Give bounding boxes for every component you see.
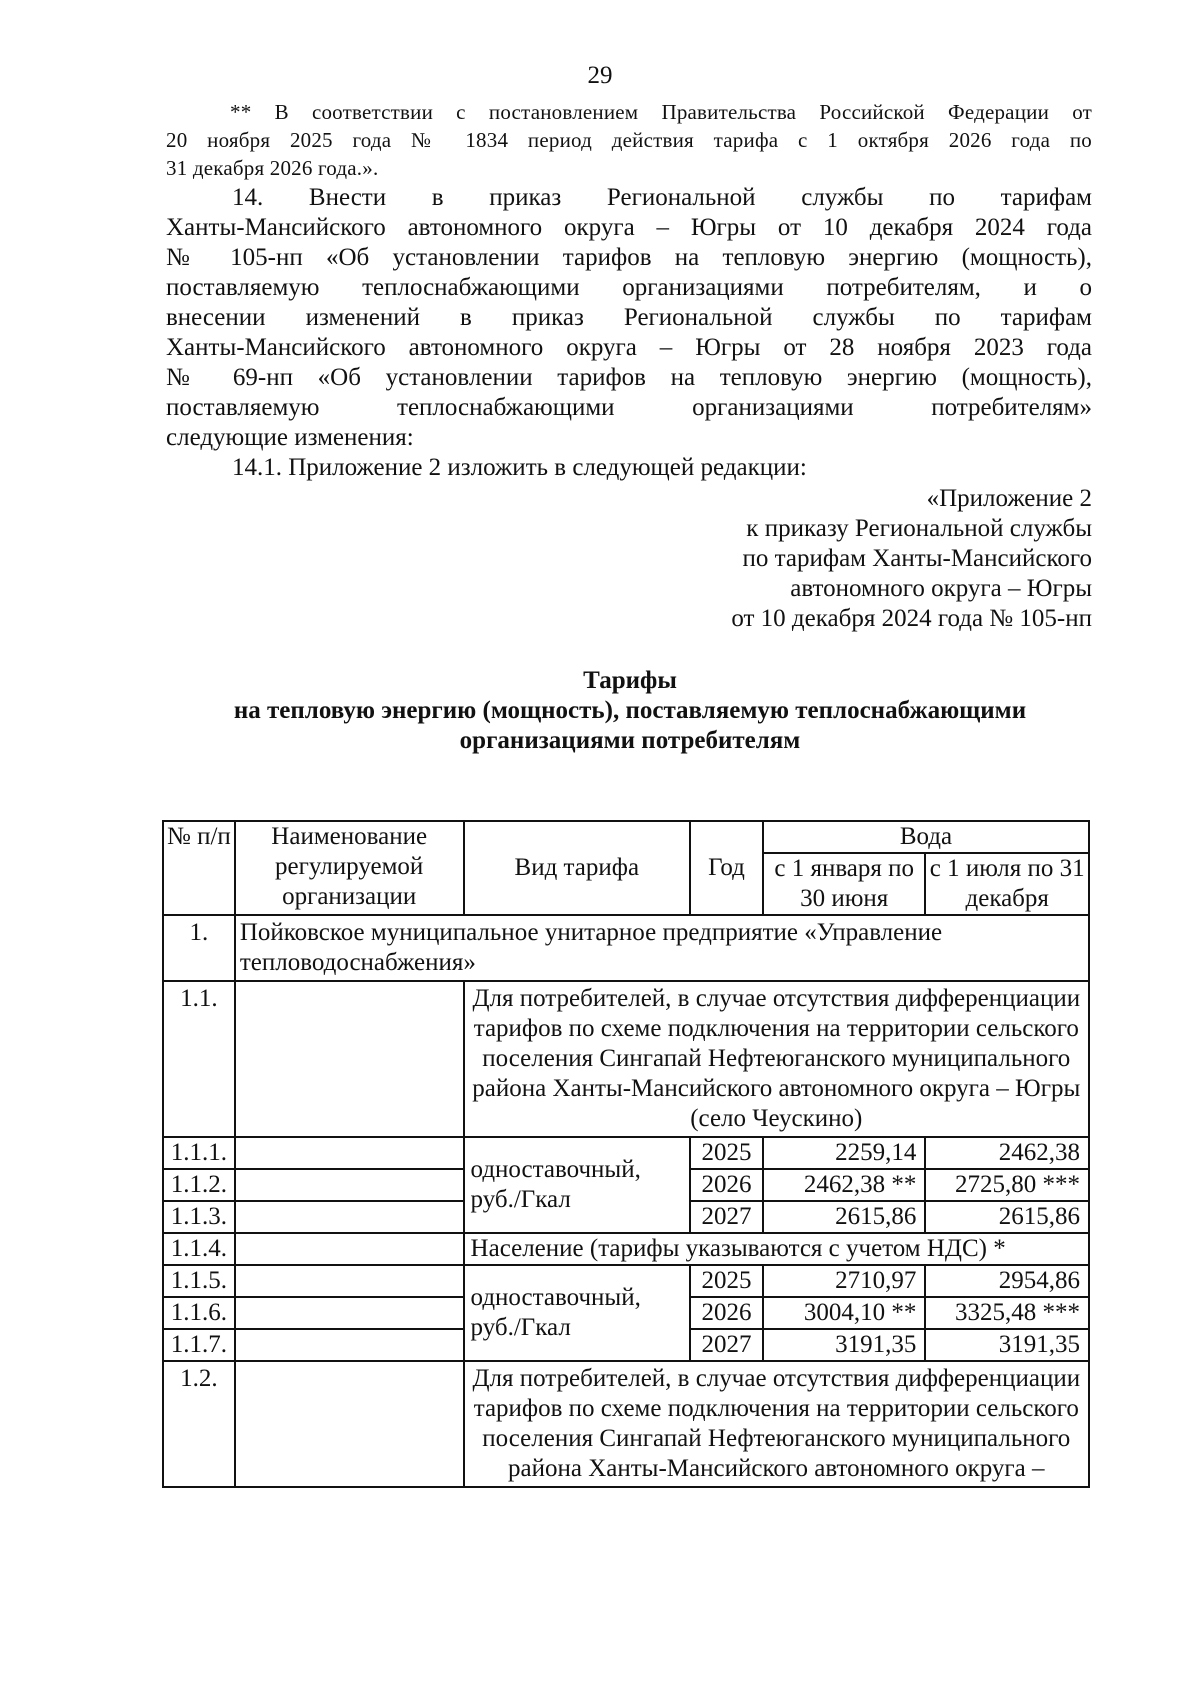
row-number: 1.1.4.: [163, 1233, 235, 1265]
paragraph-14-line: 14. Внести в приказ Региональной службы по тарифам: [232, 184, 1092, 211]
row-number: 1.1.7.: [163, 1329, 235, 1361]
organization-name: Пойковское муниципальное унитарное предприятие «Управление тепловодоснабжения»: [235, 915, 1089, 981]
empty-cell: [235, 1265, 464, 1297]
row-number: 1.1.5.: [163, 1265, 235, 1297]
header-year: Год: [690, 821, 763, 915]
table-row: [163, 1361, 1089, 1487]
empty-cell: [235, 1361, 464, 1487]
value-period-1: 2259,14: [763, 1137, 925, 1169]
paragraph-14-line: Ханты-Мансийского автономного округа – Югры от 10 декабря 2024 года: [166, 214, 1092, 241]
table-title-subtitle: на тепловую энергию (мощность), поставляемую теплоснабжающими: [233, 697, 1027, 724]
footnote-line: ** В соответствии с постановлением Правительства Российской Федерации от: [230, 100, 1092, 124]
paragraph-14-line: поставляемую теплоснабжающими организациями потребителям»: [166, 394, 1092, 421]
page-number: 29: [587, 62, 613, 89]
header-number: № п/п: [163, 821, 235, 915]
empty-cell: [235, 1201, 464, 1233]
paragraph-14-line: Ханты-Мансийского автономного округа – Югры от 28 ноября 2023 года: [166, 334, 1092, 361]
row-number: 1.1.2.: [163, 1169, 235, 1201]
year-cell: 2027: [690, 1329, 763, 1361]
year-cell: 2025: [690, 1265, 763, 1297]
header-tariff-type: Вид тарифа: [464, 821, 691, 915]
year-cell: 2025: [690, 1137, 763, 1169]
paragraph-14-1: 14.1. Приложение 2 изложить в следующей редакции:: [232, 454, 807, 481]
row-number: 1.1.1.: [163, 1137, 235, 1169]
table-row: [163, 1233, 1089, 1265]
table-header-row: [163, 821, 1089, 853]
year-cell: 2026: [690, 1169, 763, 1201]
paragraph-14-line: № 69-нп «Об установлении тарифов на тепловую энергию (мощность),: [166, 364, 1092, 391]
paragraph-14-line: № 105-нп «Об установлении тарифов на тепловую энергию (мощность),: [166, 244, 1092, 271]
appendix-header-line: по тарифам Ханты-Мансийского: [742, 545, 1092, 572]
value-period-2: 2462,38: [925, 1137, 1089, 1169]
paragraph-14-line: следующие изменения:: [166, 424, 414, 451]
table-row: [163, 915, 1089, 981]
empty-cell: [235, 1233, 464, 1265]
value-period-1: 2462,38 **: [763, 1169, 925, 1201]
value-period-2: 2954,86: [925, 1265, 1089, 1297]
value-period-2: 3325,48 ***: [925, 1297, 1089, 1329]
row-number: 1.1.3.: [163, 1201, 235, 1233]
empty-cell: [235, 1169, 464, 1201]
header-period-2: с 1 июля по 31 декабря: [925, 853, 1089, 915]
appendix-header-line: автономного округа – Югры: [790, 575, 1092, 602]
tariff-type: одноставочный, руб./Гкал: [464, 1137, 691, 1233]
row-number: 1.: [163, 915, 235, 981]
header-period-1: с 1 января по 30 июня: [763, 853, 925, 915]
table-title-subtitle: организациями потребителям: [459, 727, 801, 754]
value-period-1: 3004,10 **: [763, 1297, 925, 1329]
header-organization: Наименование регулируемой организации: [235, 821, 464, 915]
population-note: Население (тарифы указываются с учетом НДС) *: [464, 1233, 1089, 1265]
table-row: [163, 1265, 1089, 1297]
table-row: [163, 981, 1089, 1137]
value-period-2: 2725,80 ***: [925, 1169, 1089, 1201]
appendix-header-line: от 10 декабря 2024 года № 105-нп: [731, 605, 1092, 632]
row-number: 1.2.: [163, 1361, 235, 1487]
year-cell: 2026: [690, 1297, 763, 1329]
empty-cell: [235, 1297, 464, 1329]
empty-cell: [235, 1137, 464, 1169]
header-water: Вода: [763, 821, 1089, 853]
value-period-2: 3191,35: [925, 1329, 1089, 1361]
section-description: Для потребителей, в случае отсутствия дифференциации тарифов по схеме подключения на территории сельского поселения Сингапай Нефтеюганского муниципального района Ханты-Мансийского автономного округа –: [464, 1361, 1089, 1487]
year-cell: 2027: [690, 1201, 763, 1233]
paragraph-14-line: поставляемую теплоснабжающими организациями потребителям, и о: [166, 274, 1092, 301]
empty-cell: [235, 1329, 464, 1361]
table-title: Тарифы: [583, 667, 677, 694]
appendix-header-line: «Приложение 2: [926, 485, 1092, 512]
tariff-table: [162, 820, 1090, 1488]
row-number: 1.1.: [163, 981, 235, 1137]
appendix-header-line: к приказу Региональной службы: [746, 515, 1092, 542]
section-description: Для потребителей, в случае отсутствия дифференциации тарифов по схеме подключения на территории сельского поселения Сингапай Нефтеюганского муниципального района Ханты-Мансийского автономного округа – Югры (село Чеускино): [464, 981, 1089, 1137]
value-period-2: 2615,86: [925, 1201, 1089, 1233]
row-number: 1.1.6.: [163, 1297, 235, 1329]
paragraph-14-line: внесении изменений в приказ Региональной службы по тарифам: [166, 304, 1092, 331]
footnote-line: 20 ноября 2025 года № 1834 период действия тарифа с 1 октября 2026 года по: [166, 128, 1092, 152]
table-row: [163, 1137, 1089, 1169]
tariff-type: одноставочный, руб./Гкал: [464, 1265, 691, 1361]
value-period-1: 2615,86: [763, 1201, 925, 1233]
empty-cell: [235, 981, 464, 1137]
value-period-1: 2710,97: [763, 1265, 925, 1297]
value-period-1: 3191,35: [763, 1329, 925, 1361]
footnote-line: 31 декабря 2026 года.».: [166, 156, 379, 180]
